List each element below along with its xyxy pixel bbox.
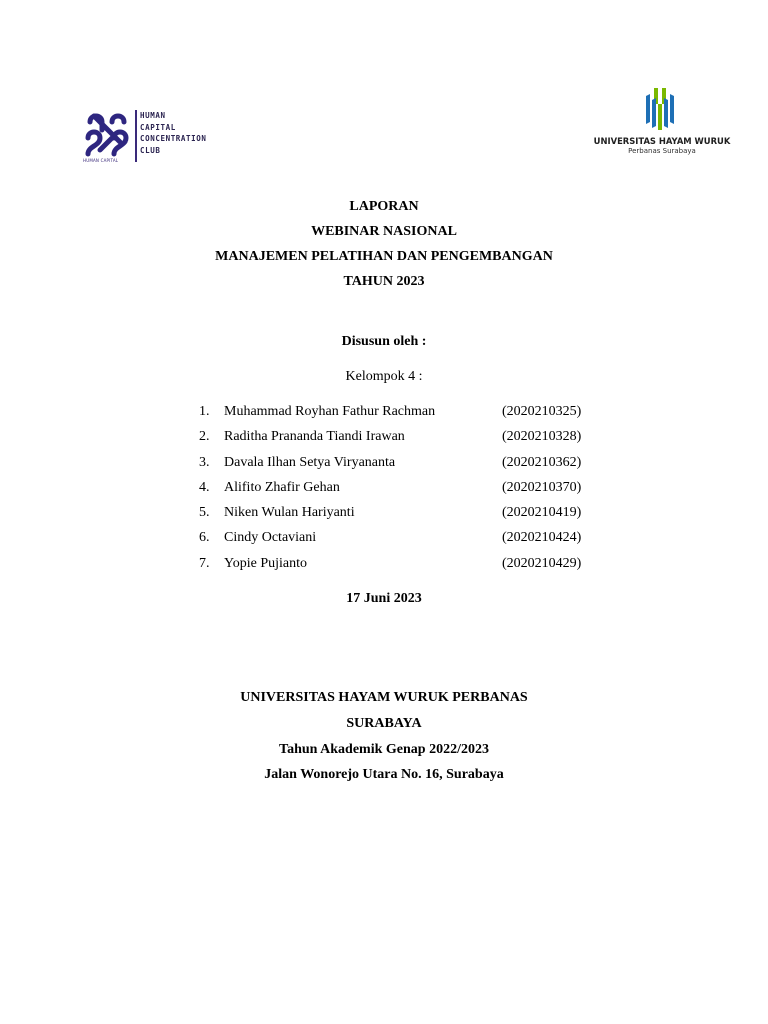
member-number: 2. [199, 429, 210, 445]
member-nim: (2020210370) [502, 479, 582, 495]
member-nim: (2020210424) [502, 530, 582, 546]
authors-heading: Disusun oleh : [341, 334, 427, 349]
member-number: 1. [199, 404, 210, 419]
member-nim: (2020210429) [502, 555, 582, 571]
member-row [199, 555, 599, 580]
member-nim: (2020210419) [502, 505, 582, 521]
group-label: Kelompok 4 : [345, 369, 423, 384]
uhw-subname: Perbanas Surabaya [628, 147, 696, 155]
member-number: 6. [199, 530, 210, 546]
hccc-word: HUMAN [140, 111, 166, 120]
hccc-wordmark [140, 110, 240, 156]
academic-year: Tahun Akademik Genap 2022/2023 [279, 742, 489, 757]
member-nim: (2020210325) [502, 404, 582, 419]
member-number: 5. [199, 505, 210, 521]
member-name: Davala Ilhan Setya Viryananta [224, 454, 396, 470]
institution-name: UNIVERSITAS HAYAM WURUK PERBANAS [240, 690, 528, 705]
member-nim: (2020210362) [502, 454, 582, 470]
member-name: Alifito Zhafir Gehan [224, 479, 340, 495]
member-name: Raditha Prananda Tiandi Irawan [224, 429, 405, 445]
member-row [199, 403, 599, 428]
uhw-name: UNIVERSITAS HAYAM WURUK [593, 136, 731, 146]
member-row [199, 428, 599, 453]
uhw-logo [588, 86, 736, 158]
uhw-emblem-icon [642, 86, 678, 132]
member-name: Cindy Octaviani [224, 530, 317, 546]
institution-city: SURABAYA [346, 716, 422, 731]
member-name: Yopie Pujianto [224, 555, 307, 571]
hccc-tagline: HUMAN CAPITAL [83, 158, 119, 163]
member-row [199, 454, 599, 479]
member-row [199, 504, 599, 529]
member-name: Niken Wulan Hariyanti [224, 505, 355, 521]
member-row [199, 529, 599, 554]
report-title: LAPORAN [349, 199, 419, 214]
year-title: TAHUN 2023 [343, 274, 425, 289]
report-date: 17 Juni 2023 [346, 591, 422, 606]
webinar-title: WEBINAR NASIONAL [311, 224, 457, 239]
hccc-logo [80, 108, 240, 166]
member-row [199, 479, 599, 504]
member-number: 7. [199, 555, 210, 571]
hccc-word: CAPITAL [140, 122, 176, 132]
hccc-word: CLUB [140, 145, 161, 155]
hccc-word: CONCENTRATION [140, 134, 207, 143]
member-number: 3. [199, 454, 210, 470]
member-number: 4. [199, 479, 210, 495]
member-list [199, 403, 599, 580]
institution-address: Jalan Wonorejo Utara No. 16, Surabaya [264, 767, 504, 782]
member-nim: (2020210328) [502, 429, 582, 445]
logo-divider [135, 110, 137, 162]
member-name: Muhammad Royhan Fathur Rachman [224, 404, 436, 419]
topic-title: MANAJEMEN PELATIHAN DAN PENGEMBANGAN [215, 249, 553, 264]
